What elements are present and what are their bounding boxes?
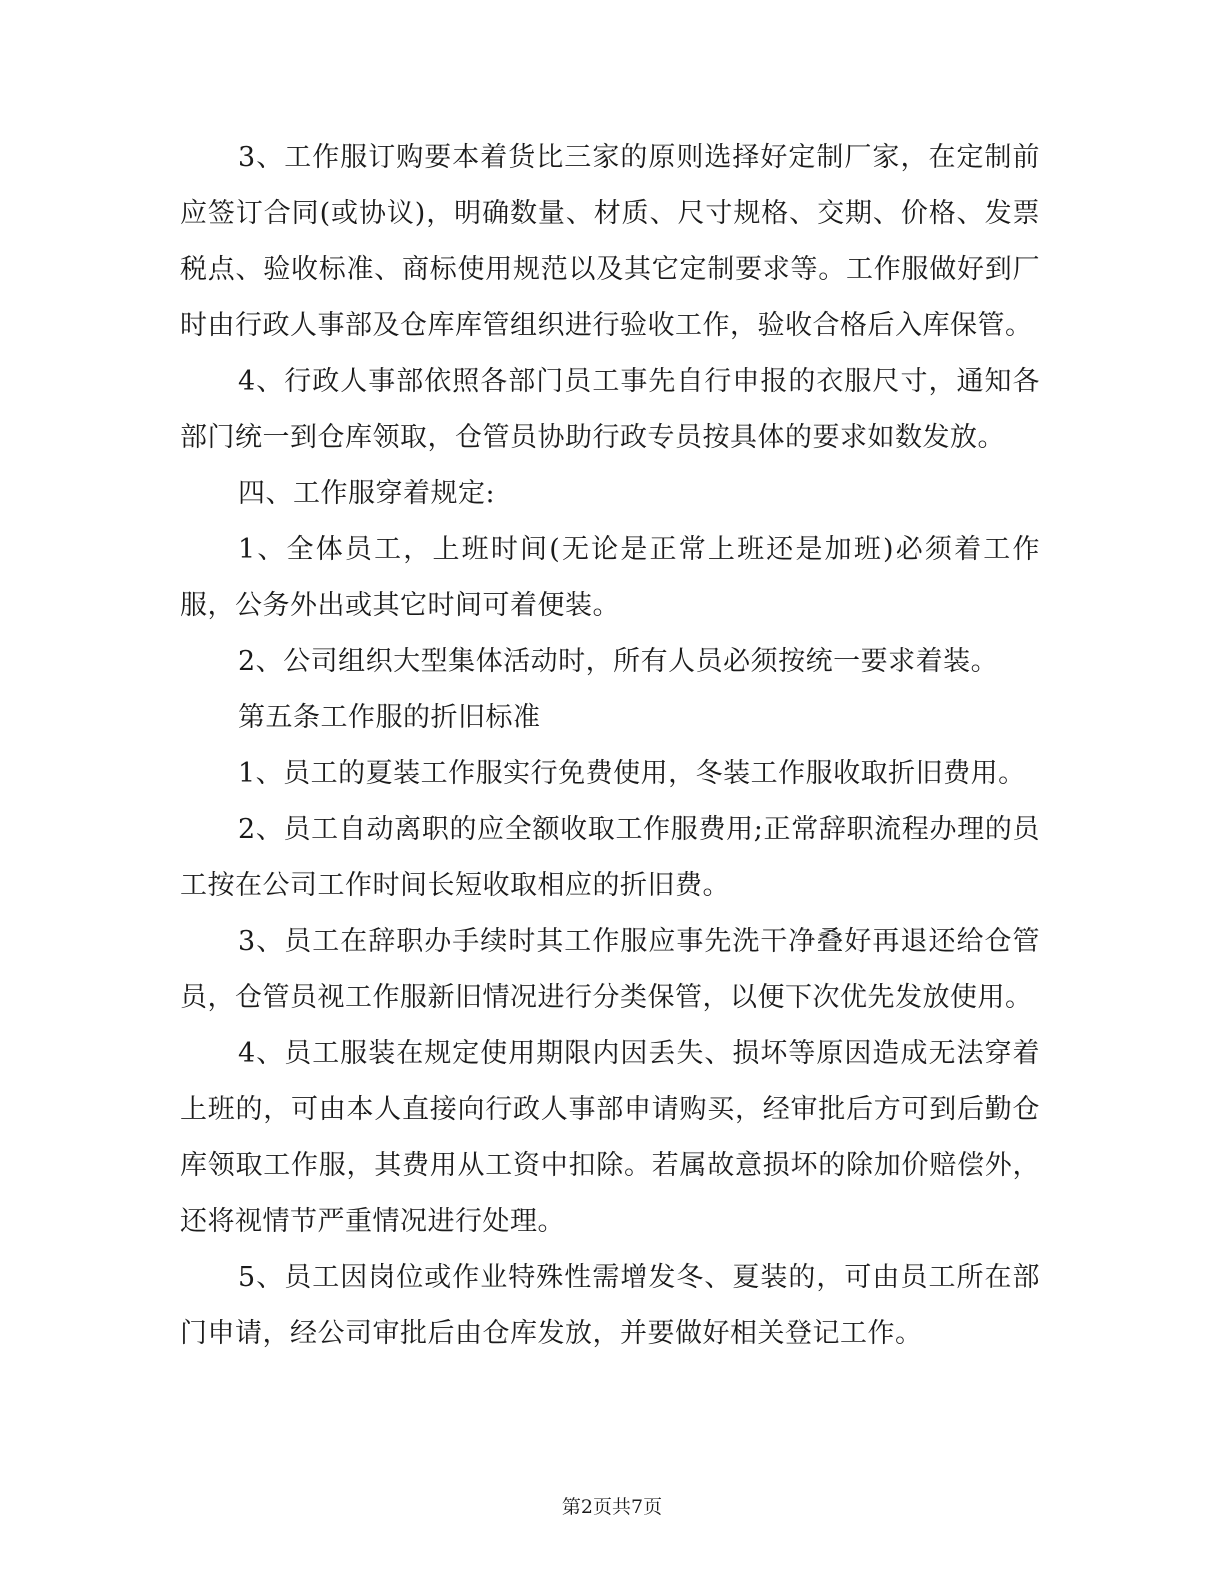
paragraph-item-3: 3、工作服订购要本着货比三家的原则选择好定制厂家，在定制前应签订合同(或协议)，明确数量、材质、尺寸规格、交期、价格、发票税点、验收标准、商标使用规范以及其它定制要求等。工作服做好到厂时由行政人事部及仓库库管组织进行验收工作，验收合格后入库保管。 bbox=[180, 142, 1040, 341]
page-number-footer: 第2页共7页 bbox=[561, 1496, 663, 1518]
paragraph-rule-2: 2、公司组织大型集体活动时，所有人员必须按统一要求着装。 bbox=[238, 646, 999, 677]
paragraph-depreciation-1: 1、员工的夏装工作服实行免费使用，冬装工作服收取折旧费用。 bbox=[238, 758, 1026, 789]
section-heading-article-5: 第五条工作服的折旧标准 bbox=[238, 702, 541, 733]
document-body bbox=[180, 130, 1040, 1362]
section-heading-4: 四、工作服穿着规定: bbox=[238, 478, 496, 509]
paragraph-depreciation-4: 4、员工服装在规定使用期限内因丢失、损坏等原因造成无法穿着上班的，可由本人直接向行政人事部申请购买，经审批后方可到后勤仓库领取工作服，其费用从工资中扣除。若属故意损坏的除加价赔偿外，还将视情节严重情况进行处理。 bbox=[180, 1038, 1040, 1237]
paragraph-depreciation-3: 3、员工在辞职办手续时其工作服应事先洗干净叠好再退还给仓管员，仓管员视工作服新旧情况进行分类保管，以便下次优先发放使用。 bbox=[180, 926, 1040, 1013]
paragraph-item-4: 4、行政人事部依照各部门员工事先自行申报的衣服尺寸，通知各部门统一到仓库领取，仓管员协助行政专员按具体的要求如数发放。 bbox=[180, 366, 1040, 453]
paragraph-rule-1: 1、全体员工，上班时间(无论是正常上班还是加班)必须着工作服，公务外出或其它时间可着便装。 bbox=[180, 534, 1040, 621]
paragraph-depreciation-2: 2、员工自动离职的应全额收取工作服费用;正常辞职流程办理的员工按在公司工作时间长短收取相应的折旧费。 bbox=[180, 814, 1040, 901]
paragraph-depreciation-5: 5、员工因岗位或作业特殊性需增发冬、夏装的，可由员工所在部门申请，经公司审批后由仓库发放，并要做好相关登记工作。 bbox=[180, 1262, 1040, 1349]
